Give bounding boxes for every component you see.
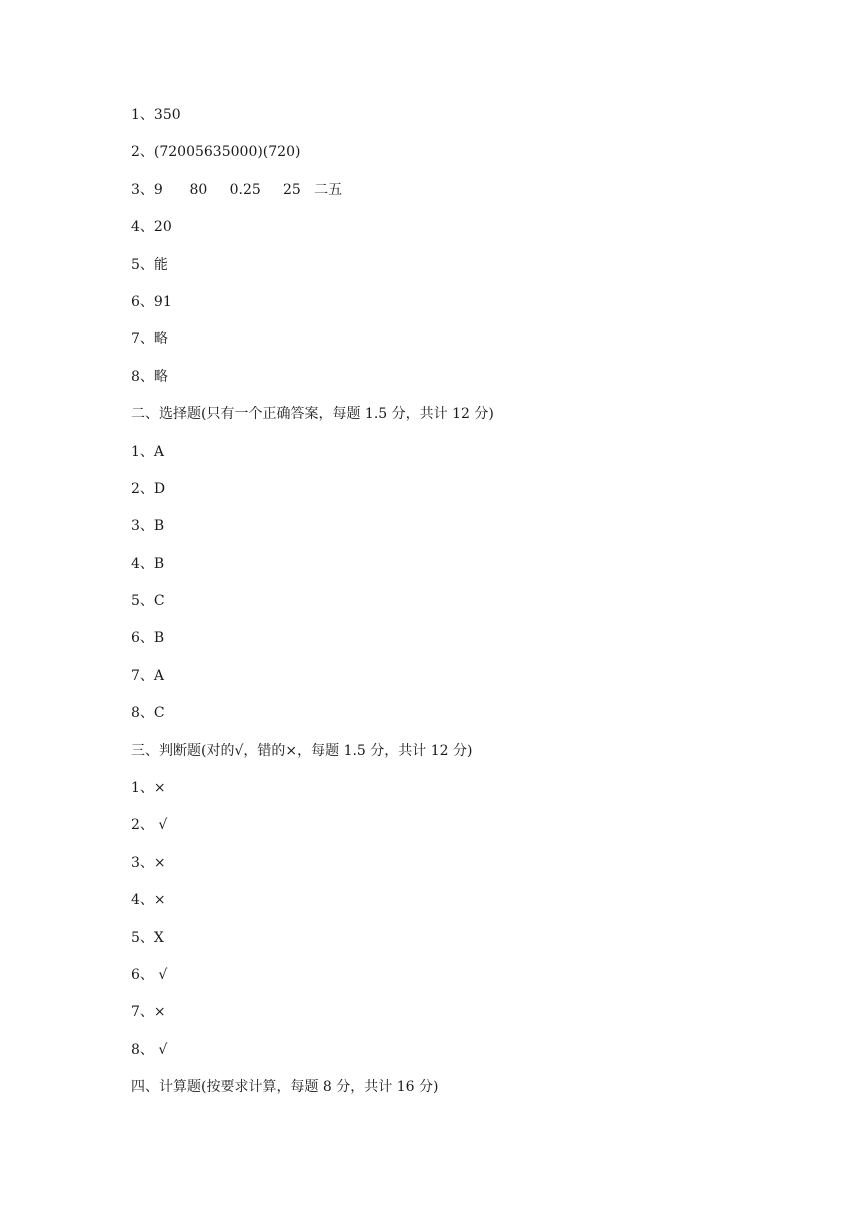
answer-line-3: 3、9 80 0.25 25 二五 <box>131 181 343 198</box>
section-heading-choice: 二、选择题(只有一个正确答案，每题 1.5 分，共计 12 分) <box>131 406 494 423</box>
choice-answer-6: 6、B <box>131 630 165 647</box>
choice-answer-5: 5、C <box>131 593 165 610</box>
answer-line-5: 5、能 <box>131 256 168 273</box>
choice-answer-4: 4、B <box>131 555 165 572</box>
answer-line-2: 2、(72005635000)(720) <box>131 144 301 161</box>
judgement-answer-2: 2、 √ <box>131 817 168 834</box>
section-heading-calculation: 四、计算题(按要求计算，每题 8 分，共计 16 分) <box>131 1079 439 1096</box>
answer-line-6: 6、91 <box>131 293 172 310</box>
judgement-answer-8: 8、 √ <box>131 1041 168 1058</box>
judgement-answer-6: 6、 √ <box>131 966 168 983</box>
judgement-answer-1: 1、× <box>131 780 166 797</box>
choice-answer-3: 3、B <box>131 518 165 535</box>
answer-line-8: 8、略 <box>131 368 168 385</box>
answer-line-1: 1、350 <box>131 107 181 123</box>
judgement-answer-3: 3、× <box>131 854 166 871</box>
judgement-answer-4: 4、× <box>131 892 166 909</box>
choice-answer-2: 2、D <box>131 480 166 497</box>
section-heading-judgement: 三、判断题(对的√，错的×，每题 1.5 分，共计 12 分) <box>131 742 473 759</box>
answer-line-7: 7、略 <box>131 331 168 348</box>
choice-answer-1: 1、A <box>131 443 165 460</box>
answer-line-4: 4、20 <box>131 219 172 236</box>
judgement-answer-5: 5、X <box>131 929 164 946</box>
answer-document <box>131 104 811 1114</box>
judgement-answer-7: 7、× <box>131 1004 166 1021</box>
choice-answer-8: 8、C <box>131 705 165 722</box>
choice-answer-7: 7、A <box>131 667 165 684</box>
